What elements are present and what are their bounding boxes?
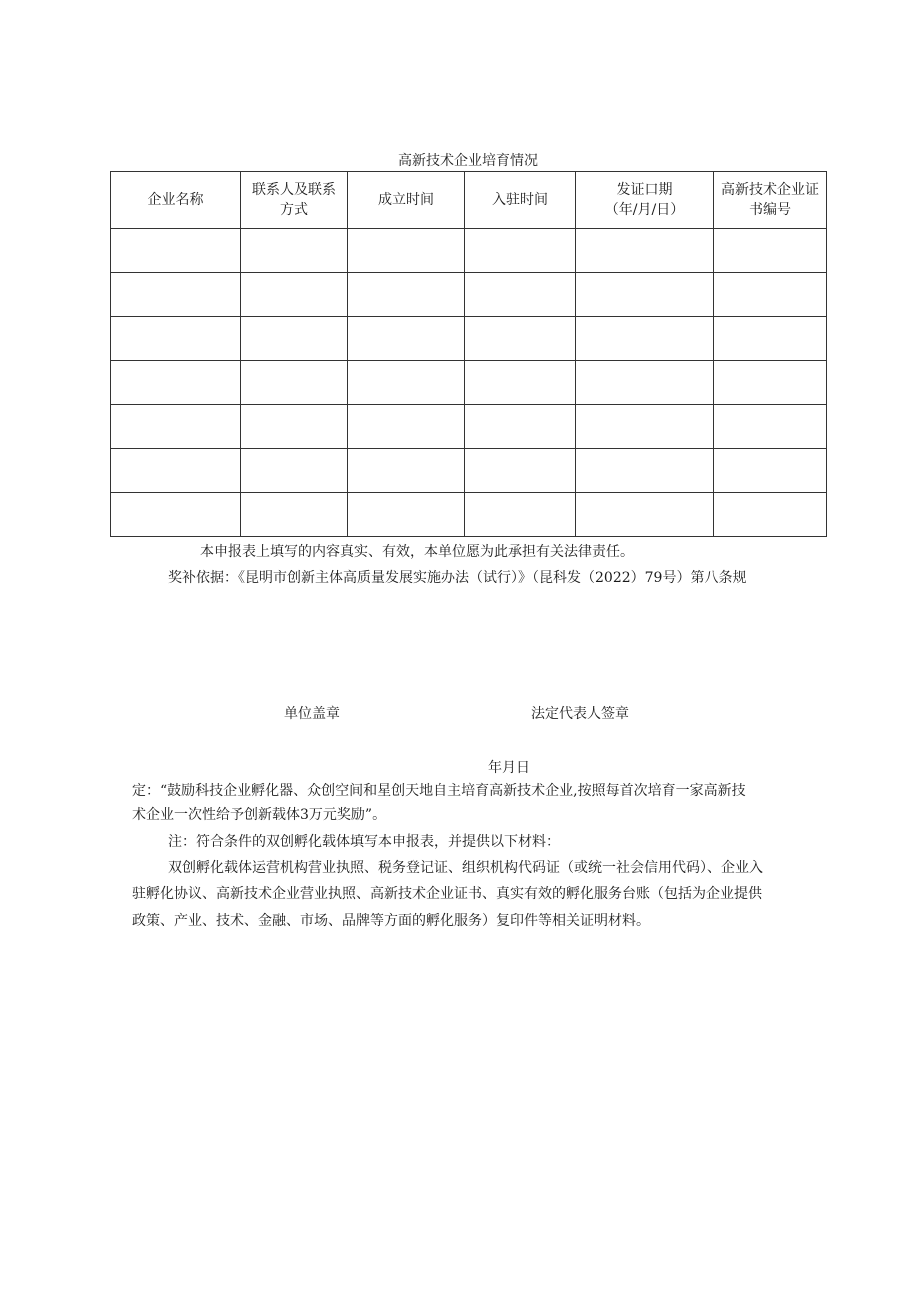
date-label: 年月日 <box>488 760 530 776</box>
table-title: 高新技术企业培育情况 <box>398 153 538 169</box>
table-cell <box>111 449 241 493</box>
table-header-row <box>111 172 827 229</box>
table-cell <box>348 361 465 405</box>
clause-text-line-2: 术企业一次性给予创新载体3万元奖励”。 <box>132 807 387 823</box>
table-row <box>111 229 827 273</box>
table-row <box>111 493 827 537</box>
table-cell <box>111 317 241 361</box>
table-cell <box>465 317 576 361</box>
table-row <box>111 361 827 405</box>
table-cell <box>348 273 465 317</box>
table-cell <box>576 449 714 493</box>
basis-text: 奖补依据：《昆明市创新主体高质量发展实施办法（试行）》（昆科发（2022）79号）第八条规 <box>168 570 747 586</box>
table-cell <box>241 493 348 537</box>
table-cell <box>348 493 465 537</box>
table-cell <box>714 273 827 317</box>
column-header-certificate-number: 高新技术企业证 书编号 <box>714 172 827 229</box>
table-cell <box>576 273 714 317</box>
table-cell <box>348 317 465 361</box>
materials-text-line-1: 双创孵化载体运营机构营业执照、税务登记证、组织机构代码证（或统一社会信用代码）、企业入 <box>168 860 763 876</box>
column-header-contact: 联系人及联系 方式 <box>241 172 348 229</box>
note-text: 注：符合条件的双创孵化载体填写本申报表，并提供以下材料： <box>168 834 560 850</box>
clause-text-line-1: 定：“鼓励科技企业孵化器、众创空间和星创天地自主培育高新技术企业,按照每首次培育一家高新技 <box>132 783 746 799</box>
table-row <box>111 405 827 449</box>
table-cell <box>111 361 241 405</box>
table-cell <box>714 405 827 449</box>
table-row <box>111 449 827 493</box>
table-cell <box>576 493 714 537</box>
table-cell <box>111 229 241 273</box>
table-cell <box>714 449 827 493</box>
table-cell <box>348 405 465 449</box>
table-cell <box>465 449 576 493</box>
table-cell <box>465 405 576 449</box>
column-header-company-name: 企业名称 <box>111 172 241 229</box>
table-cell <box>111 405 241 449</box>
table-cell <box>241 273 348 317</box>
table-cell <box>241 361 348 405</box>
table-cell <box>576 405 714 449</box>
materials-text-line-3: 政策、产业、技术、金融、市场、品牌等方面的孵化服务）复印件等相关证明材料。 <box>132 913 650 929</box>
table-cell <box>111 273 241 317</box>
table-row <box>111 317 827 361</box>
declaration-text: 本申报表上填写的内容真实、有效，本单位愿为此承担有关法律责任。 <box>200 544 634 560</box>
table-row <box>111 273 827 317</box>
table-cell <box>714 493 827 537</box>
table-cell <box>465 361 576 405</box>
table-cell <box>576 229 714 273</box>
table-cell <box>241 405 348 449</box>
table-cell <box>241 317 348 361</box>
table-cell <box>714 317 827 361</box>
table-cell <box>576 361 714 405</box>
seal-label: 单位盖章 <box>284 706 340 722</box>
table-cell <box>714 361 827 405</box>
table-cell <box>241 229 348 273</box>
table-cell <box>111 493 241 537</box>
table-cell <box>465 229 576 273</box>
table-cell <box>241 449 348 493</box>
table-cell <box>465 273 576 317</box>
incubation-table <box>110 171 827 537</box>
table-cell <box>348 229 465 273</box>
column-header-founded-date: 成立时间 <box>348 172 465 229</box>
legal-rep-signature-label: 法定代表人签章 <box>531 706 629 722</box>
table-cell <box>714 229 827 273</box>
column-header-move-in-date: 入驻时间 <box>465 172 576 229</box>
table-cell <box>576 317 714 361</box>
table-cell <box>348 449 465 493</box>
materials-text-line-2: 驻孵化协议、高新技术企业营业执照、高新技术企业证书、真实有效的孵化服务台账（包括为企业提供 <box>132 886 762 902</box>
table-cell <box>465 493 576 537</box>
column-header-issue-date: 发证口期 （年/月/日） <box>576 172 714 229</box>
